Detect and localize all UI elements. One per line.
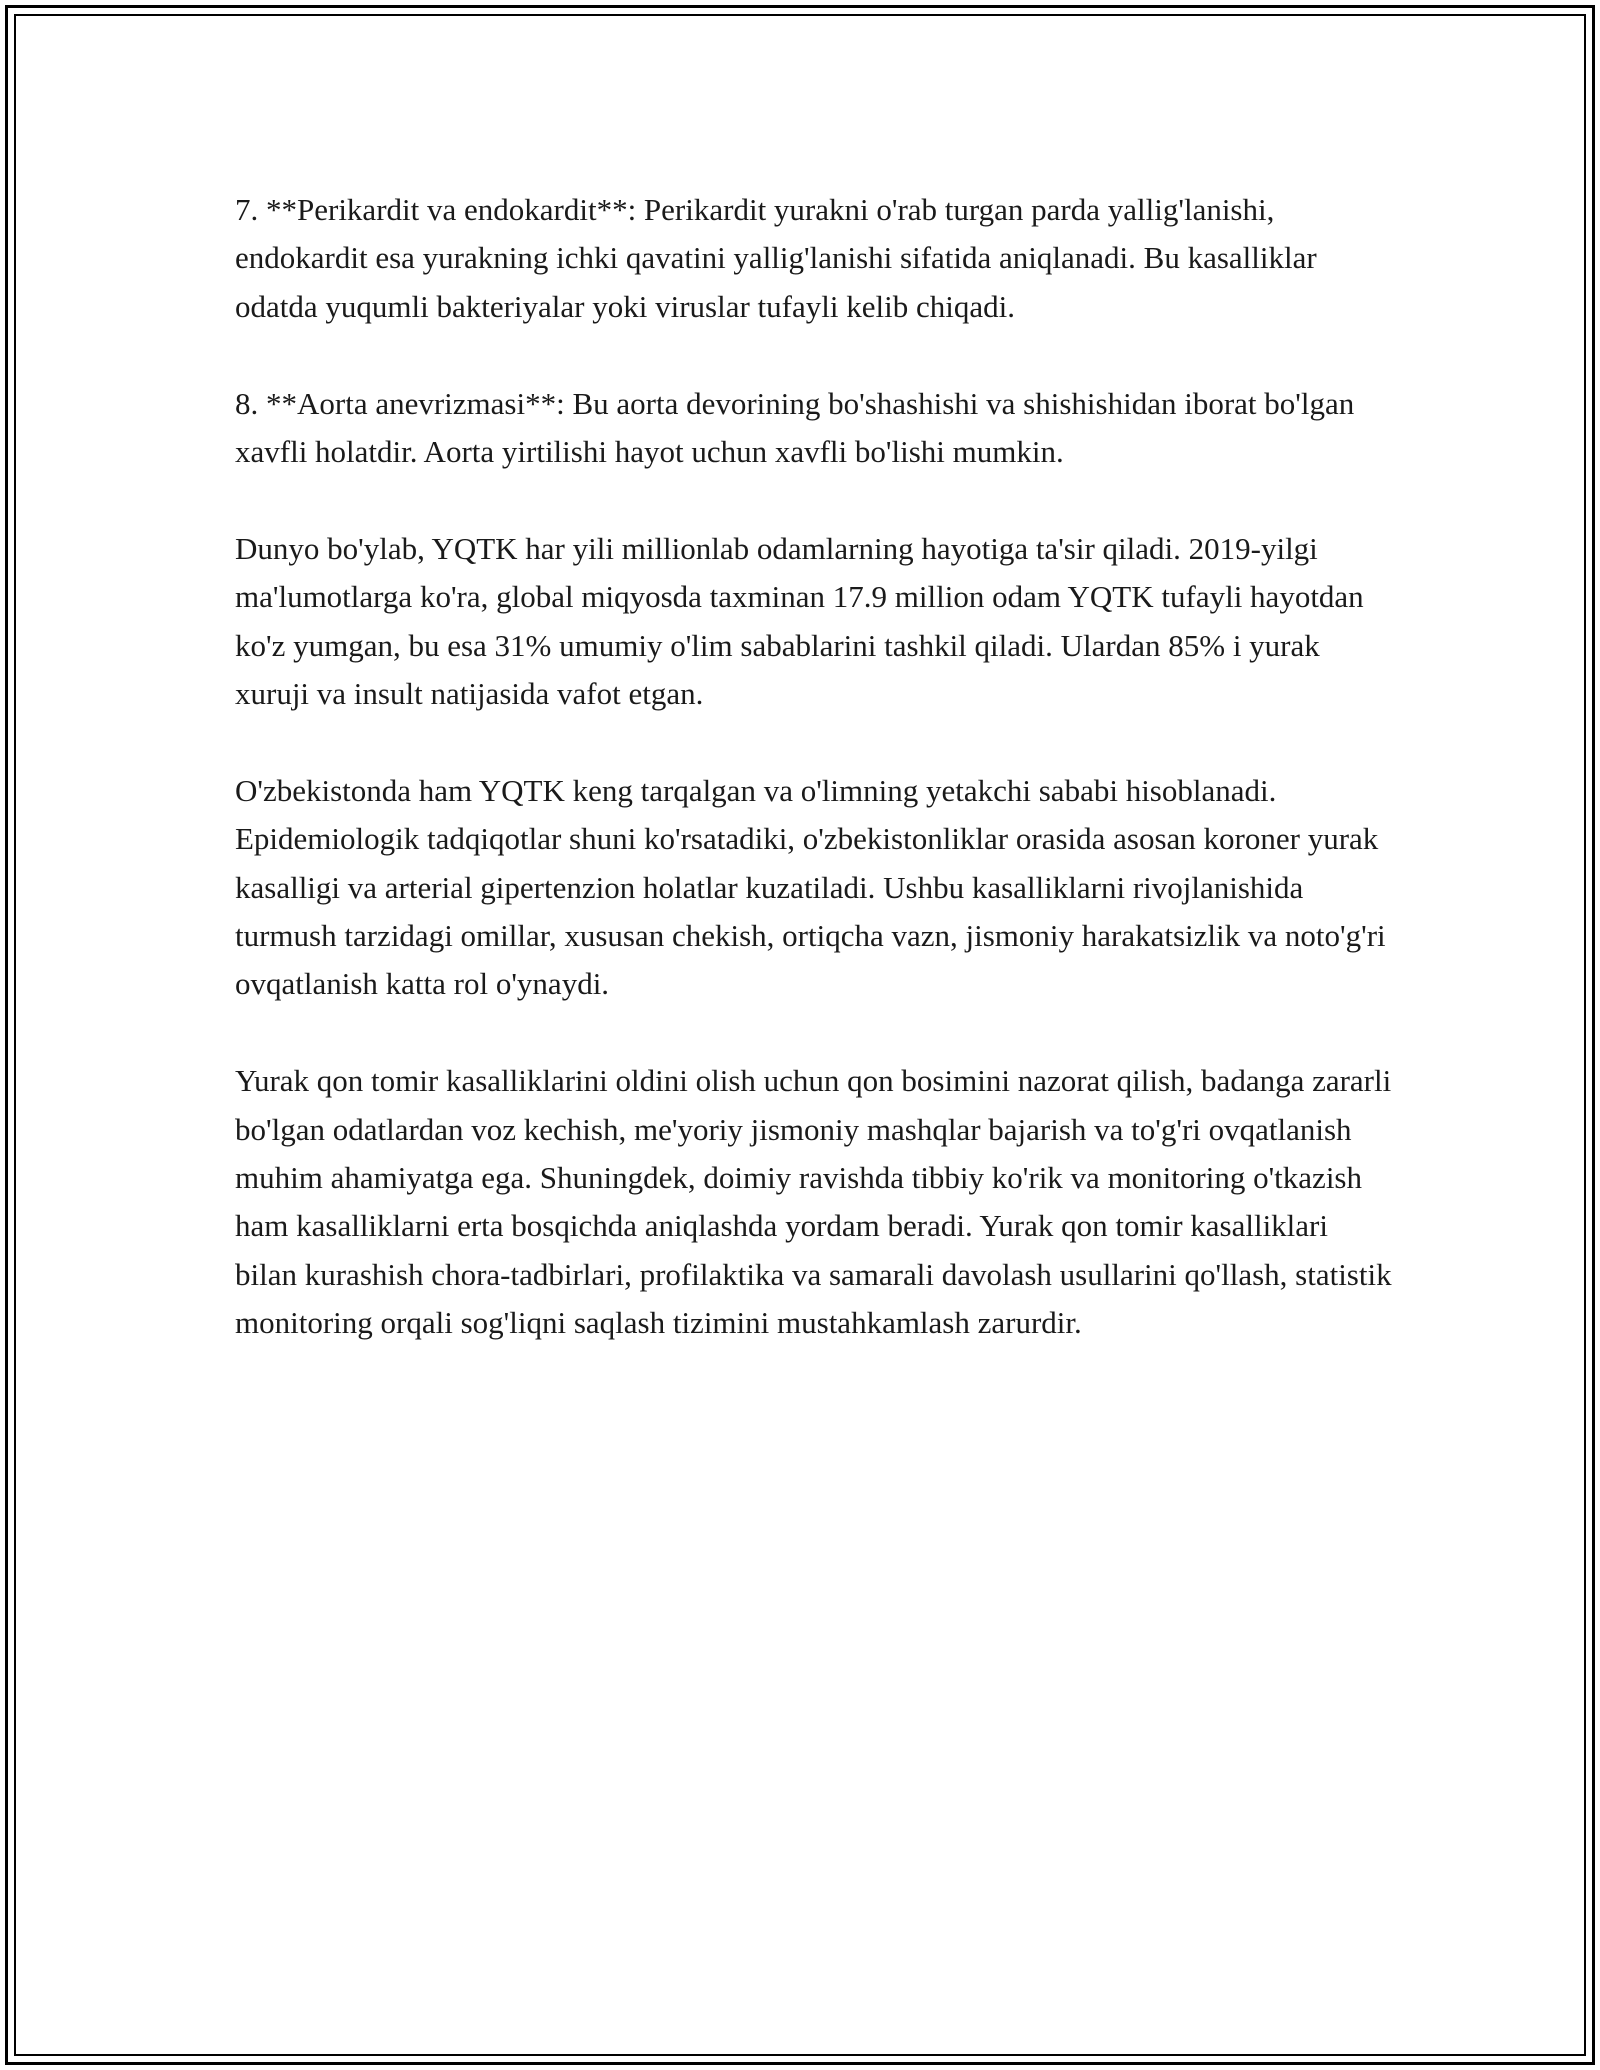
paragraph-pericarditis: 7. **Perikardit va endokardit**: Perikardit yurakni o'rab turgan parda yallig'lanishi, endokardit esa yurakning ichki qavatini yallig'lanishi sifatida aniqlanadi. Bu kasalliklar odatda yuqumli bakteriyalar yoki viruslar tufayli kelib chiqadi. bbox=[235, 192, 1317, 324]
paragraph-prevention: Yurak qon tomir kasalliklarini oldini olish uchun qon bosimini nazorat qilish, badanga zararli bo'lgan odatlardan voz kechish, me'yoriy jismoniy mashqlar bajarish va to'g'ri ovqatlanish muhim ahamiyatga ega. Shuningdek, doimiy ravishda tibbiy ko'rik va monitoring o'tkazish ham kasalliklarni erta bosqichda aniqlashda yordam beradi. Yurak qon tomir kasalliklari bilan kurashish chora-tadbirlari, profilaktika va samarali davolash usullarini qo'llash, statistik monitoring orqali sog'liqni saqlash tizimini mustahkamlash zarurdir. bbox=[235, 1063, 1392, 1341]
document-body bbox=[235, 186, 1395, 1348]
paragraph-world-statistics: Dunyo bo'ylab, YQTK har yili millionlab odamlarning hayotiga ta'sir qiladi. 2019-yilgi ma'lumotlarga ko'ra, global miqyosda taxminan 17.9 million odam YQTK tufayli hayotdan ko'z yumgan, bu esa 31% umumiy o'lim sabablarini tashkil qiladi. Ulardan 85% i yurak xuruji va insult natijasida vafot etgan. bbox=[235, 530, 1364, 712]
paragraph-aortic-aneurysm: 8. **Aorta anevrizmasi**: Bu aorta devorining bo'shashishi va shishishidan iborat bo'lgan xavfli holatdir. Aorta yirtilishi hayot uchun xavfli bo'lishi mumkin. bbox=[235, 385, 1355, 470]
paragraph-uzbekistan: O'zbekistonda ham YQTK keng tarqalgan va o'limning yetakchi sababi hisoblanadi. Epidemiologik tadqiqotlar shuni ko'rsatadiki, o'zbekistonliklar orasida asosan koroner yurak kasalligi va arterial gipertenzion holatlar kuzatiladi. Ushbu kasalliklarni rivojlanishida turmush tarzidagi omillar, xususan chekish, ortiqcha vazn, jismoniy harakatsizlik va noto'g'ri ovqatlanish katta rol o'ynaydi. bbox=[235, 772, 1386, 1002]
